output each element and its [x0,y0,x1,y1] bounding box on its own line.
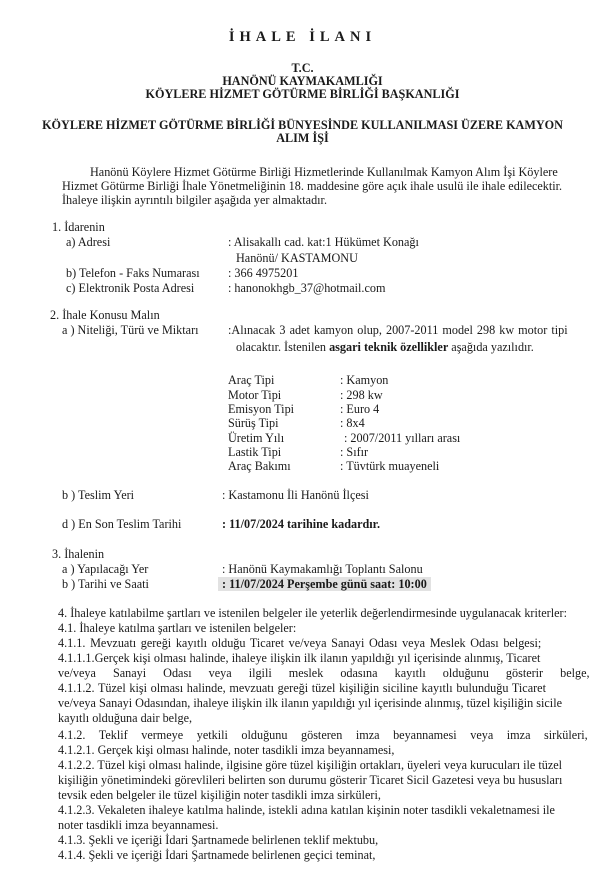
org-subname: KÖYLERE HİZMET GÖTÜRME BİRLİĞİ BAŞKANLIĞI [145,87,460,101]
delivery-place-label: b ) Teslim Yeri [62,488,135,502]
intro-line-1: Hanönü Köylere Hizmet Götürme Birliği Hizmetlerinde Kullanılmak Kamyon Alım İşi Köylere [90,165,558,179]
spec-value-motor: : 298 kw [340,388,383,402]
s4-line: 4.1.1. Mevzuatı gereği kayıtlı olduğu Ticaret ve/veya Sanayi Odası veya Meslek Odası belgesi; [58,636,542,650]
s4-line: ve/veya Sanayi Odası veya ilgili meslek odasına kayıtlı olduğunu gösterir belge, [58,666,590,680]
s4-line: ve/veya Sanayi Odasından, ihaleye ilişkin ilk ilanın yapıldığı yıl içerisinde alınmış, tüzel kişiliğin sicile [58,696,562,710]
delivery-date-value: : 11/07/2024 tarihine kadardır. [222,517,381,531]
email-value: : hanonokhgb_37@hotmail.com [228,281,386,295]
spec-value-type: : Kamyon [340,373,389,387]
s4-line: tevsik eden belgeler ile tüzel kişiliğin noter tasdikli imza sirküleri, [58,788,381,802]
s4-line: kayıtlı olduğuna dair belge, [58,711,193,725]
phone-label: b) Telefon - Faks Numarası [66,266,200,280]
s4-line: 4.1. İhaleye katılma şartları ve istenilen belgeler: [58,621,297,635]
email-label: c) Elektronik Posta Adresi [66,281,195,295]
s4-line: kişiliğin yönetimindeki görevlileri belirten son durumu gösterir Ticaret Sicil Gazetesi veya bu hususları [58,773,563,787]
s4-line: 4.1.3. Şekli ve içeriği İdari Şartnamede belirlenen teklif mektubu, [58,833,379,847]
spec-label-maintenance: Araç Bakımı [228,459,291,473]
nature-text-2: olacaktır. İstenilen asgari teknik özellikler aşağıda yazılıdır. [236,340,534,354]
address-label: a) Adresi [66,235,111,249]
spec-label-tire: Lastik Tipi [228,445,282,459]
venue-label: a ) Yapılacağı Yer [62,562,149,576]
section-2-heading: 2. İhale Konusu Malın [50,308,160,322]
s4-line: 4.1.2.1. Gerçek kişi olması halinde, noter tasdikli imza beyannamesi, [58,743,395,757]
spec-value-tire: : Sıfır [340,445,369,459]
phone-value: : 366 4975201 [228,266,299,280]
spec-label-emission: Emisyon Tipi [228,402,295,416]
datetime-label: b ) Tarihi ve Saati [62,577,149,591]
nature-text: :Alınacak 3 adet kamyon olup, 2007-2011 model 298 kw motor tipi [228,323,568,337]
delivery-place-value: : Kastamonu İli Hanönü İlçesi [222,488,369,502]
spec-value-emission: : Euro 4 [340,402,380,416]
spec-value-drive: : 8x4 [340,416,365,430]
s4-line: 4.1.2. Teklif vermeye yetkili olduğunu gösteren imza beyannamesi veya imza sirküleri, [58,728,588,742]
s4-line: 4.1.4. Şekli ve içeriği İdari Şartnamede belirlenen geçici teminat, [58,848,376,862]
page-title: İHALE İLANI [228,29,377,45]
subject-line-1: KÖYLERE HİZMET GÖTÜRME BİRLİĞİ BÜNYESİNDE KULLANILMASI ÜZERE KAMYON [42,118,563,132]
s4-line: 4.1.1.1.Gerçek kişi olması halinde, ihaleye ilişkin ilk ilanın yapıldığı yıl içerisinde alınmış, Ticaret [58,651,541,665]
org-name: HANÖNÜ KAYMAKAMLIĞI [222,74,383,88]
subject-line-2: ALIM İŞİ [276,131,329,145]
address-value: : Alisakallı cad. kat:1 Hükümet Konağı [228,235,419,249]
nature-text-bold: asgari teknik özellikler [329,340,449,354]
spec-value-year: : 2007/2011 yılları arası [344,431,461,445]
s4-line: 4.1.1.2. Tüzel kişi olması halinde, mevzuatı gereği tüzel kişiliğin siciline kayıtlı bulunduğu Ticaret [58,681,546,695]
section-3-heading: 3. İhalenin [52,547,105,561]
intro-line-2: Hizmet Götürme Birliği İhale Yönetmeliğinin 18. maddesine göre açık ihale usulü ile ihale edilecektir. [62,179,563,193]
venue-value: : Hanönü Kaymakamlığı Toplantı Salonu [222,562,423,576]
address-city: Hanönü/ KASTAMONU [236,251,358,265]
spec-label-motor: Motor Tipi [228,388,282,402]
nature-label: a ) Niteliği, Türü ve Miktarı [62,323,199,337]
s4-line: 4.1.2.3. Vekaleten ihaleye katılma halinde, istekli adına katılan kişinin noter tasdikli vekaletnamesi ile [58,803,555,817]
spec-label-year: Üretim Yılı [228,431,285,445]
s4-line: noter tasdikli imza beyannamesi. [58,818,219,832]
spec-label-drive: Sürüş Tipi [228,416,279,430]
tc-heading: T.C. [291,61,314,75]
spec-value-maintenance: : Tüvtürk muayeneli [340,459,440,473]
datetime-value: : 11/07/2024 Perşembe günü saat: 10:00 [218,577,431,591]
delivery-date-label: d ) En Son Teslim Tarihi [62,517,182,531]
intro-line-3: İhaleye ilişkin ayrıntılı bilgiler aşağıda yer almaktadır. [62,193,327,207]
s4-line: 4.1.2.2. Tüzel kişi olması halinde, ilgisine göre tüzel kişiliğin ortakları, üyeleri veya kurucuları ile tüzel [58,758,563,772]
section-4-heading: 4. İhaleye katılabilme şartları ve istenilen belgeler ile yeterlik değerlendirmesinde uygulanacak kriterler: [58,606,567,620]
spec-label-type: Araç Tipi [228,373,275,387]
section-1-heading: 1. İdarenin [52,220,105,234]
